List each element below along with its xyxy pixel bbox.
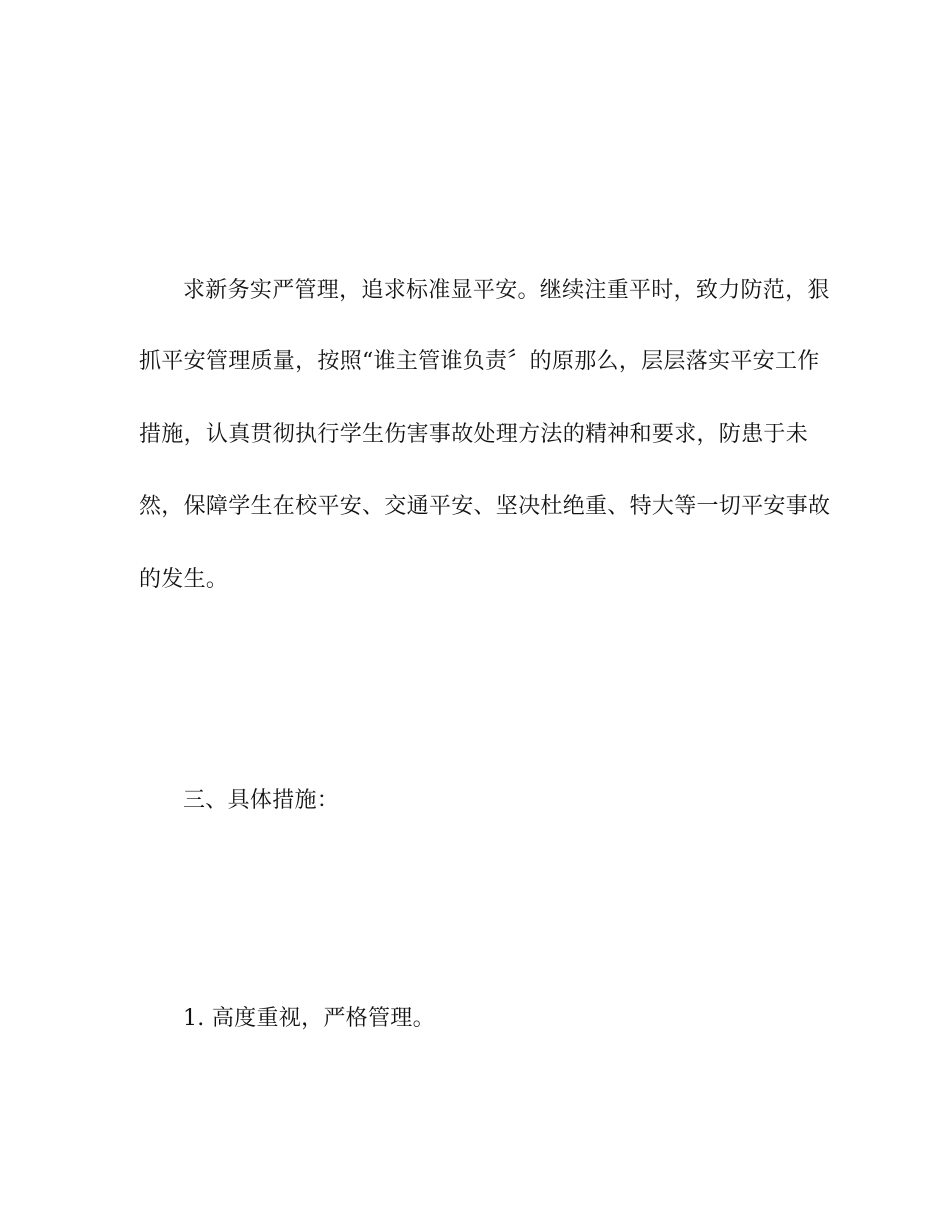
paragraph-line-1: 求新务实严管理，追求标准显平安。继续注重平时，致力防范，狠 [183, 278, 830, 303]
paragraph-line-2: 抓平安管理质量，按照“谁主管谁负责〞的原那么，层层落实平安工作 [139, 349, 820, 374]
list-item-1: 1. 高度重视，严格管理。 [183, 1006, 435, 1031]
paragraph-line-5: 的发生。 [139, 567, 229, 592]
section-heading: 三、具体措施： [183, 788, 340, 813]
paragraph-line-4: 然，保障学生在校平安、交通平安、坚决杜绝重、特大等一切平安事故 [139, 494, 831, 519]
paragraph-line-3: 措施，认真贯彻执行学生伤害事故处理方法的精神和要求，防患于未 [139, 422, 809, 447]
